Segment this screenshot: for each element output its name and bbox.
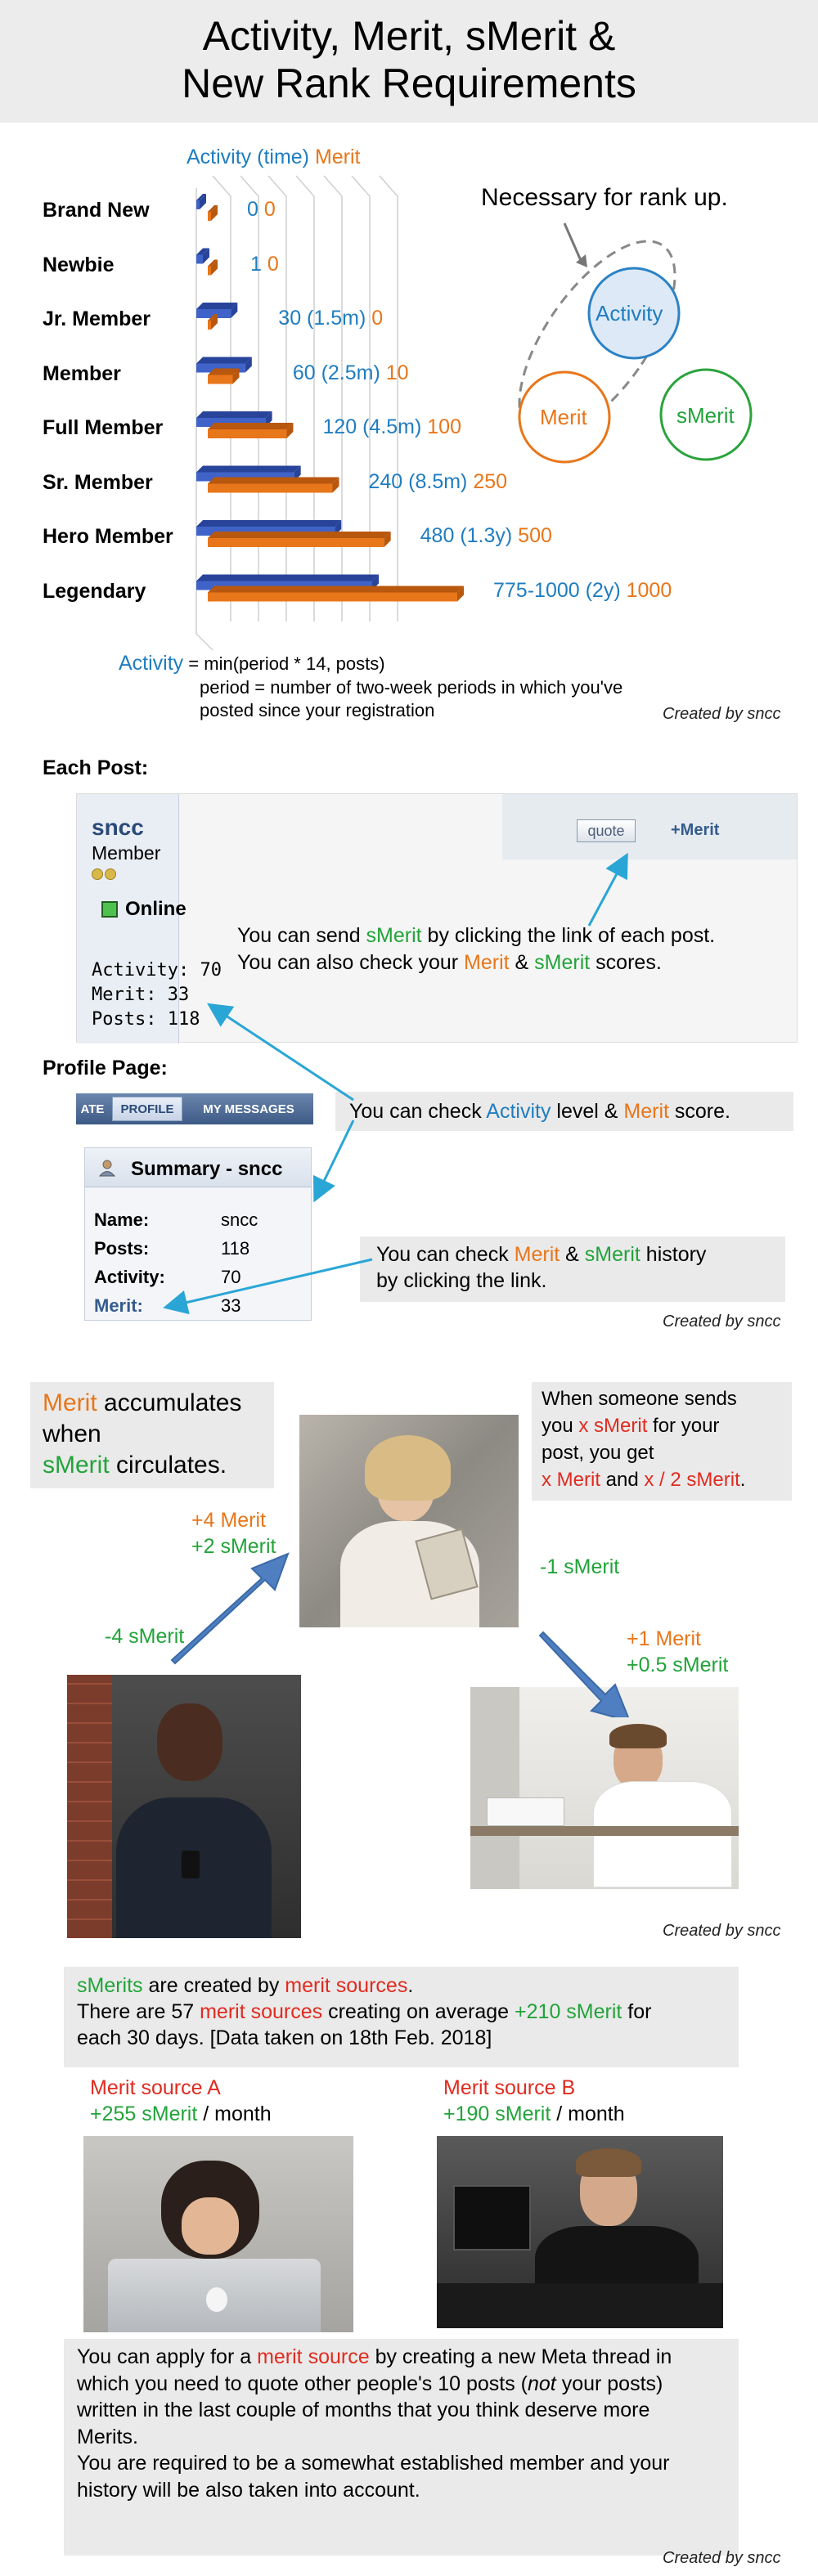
online-status-label: Online: [125, 898, 187, 920]
activity-value-label: 775-1000 (2y): [493, 578, 627, 602]
summary-key-posts: Posts:: [94, 1238, 150, 1259]
arrow-to-merit-link: [589, 857, 626, 926]
activity-value-label: 60 (2.5m): [292, 361, 386, 384]
formula-line2: period = number of two-week periods in which you've: [200, 677, 623, 698]
photo-man-thinking: [437, 2136, 723, 2328]
man-gain: +1 Merit +0.5 sMerit: [627, 1627, 729, 1676]
arrow-to-merit-history: [168, 1259, 372, 1307]
credit-1: Created by sncc: [663, 705, 781, 723]
legend-activity: Activity (time): [187, 146, 309, 168]
post-stat-posts: Posts: 118: [92, 1009, 200, 1030]
venn-note: Necessary for rank up.: [481, 184, 728, 211]
page-title-line2: New Rank Requirements: [182, 61, 636, 106]
merit-value-label: 100: [427, 415, 461, 438]
summary-key-name: Name:: [94, 1209, 150, 1230]
rank-label: Newbie: [43, 253, 115, 276]
merit-value-label: 500: [518, 524, 552, 547]
merit-value-label: 0: [371, 307, 384, 330]
apply-text: You can apply for a merit source by creating a new Meta thread in which you need to quote other people's 10 posts (not your posts) written in the last couple of months that you think deserve more Merits. You are required to be a somewhat established member and your history will be also taken into account.: [77, 2345, 672, 2502]
left-spend: -4 sMerit: [105, 1625, 185, 1648]
tab-my-messages[interactable]: MY MESSAGES: [203, 1102, 294, 1116]
rank-label: Brand New: [43, 199, 150, 222]
merit-value-label: 1000: [626, 578, 672, 602]
venn-merit-label: Merit: [540, 405, 587, 429]
right-spend: -1 sMerit: [540, 1555, 620, 1578]
credit-3: Created by sncc: [663, 1922, 781, 1940]
profile-note1: You can check Activity level & Merit score.: [349, 1100, 730, 1123]
page-title-line1: Activity, Merit, sMerit &: [202, 13, 616, 59]
rank-label: Jr. Member: [43, 307, 151, 330]
rank-label: Sr. Member: [43, 470, 153, 494]
rank-label: Legendary: [43, 579, 146, 603]
profile-page-heading: Profile Page:: [43, 1057, 168, 1079]
woman-gain: +4 Merit +2 sMerit: [191, 1509, 276, 1558]
activity-value-label: 120 (4.5m): [322, 415, 428, 438]
activity-value-label: 480 (1.3y): [420, 524, 519, 547]
rank-label: Full Member: [43, 416, 164, 439]
circulation-text1: Merit accumulates when sMerit circulates.: [43, 1389, 242, 1479]
formula-line1: = min(period * 14, posts): [183, 653, 385, 674]
quote-button[interactable]: quote: [577, 819, 636, 842]
legend-merit: Merit: [314, 146, 361, 168]
tab-ate[interactable]: ATE: [80, 1102, 105, 1116]
credit-4: Created by sncc: [663, 2549, 781, 2567]
post-rank: Member: [92, 842, 161, 864]
post-username[interactable]: sncc: [92, 815, 144, 840]
activity-value-label: 240 (8.5m): [368, 469, 474, 493]
summary-val-merit: 33: [221, 1295, 241, 1316]
arrow-to-post-stats: [211, 1006, 353, 1100]
profile-note2: You can check Merit & sMerit history by clicking the link.: [376, 1243, 707, 1292]
photo-man-at-desk: [470, 1687, 739, 1889]
summary-val-posts: 118: [221, 1238, 250, 1259]
circulation-text2: When someone sends you x sMerit for your post, you get x Merit and x / 2 sMerit.: [542, 1388, 746, 1491]
post-stat-activity: Activity: 70: [92, 960, 222, 981]
merit-value-label: 0: [263, 198, 276, 221]
activity-value-label: 1: [250, 252, 267, 276]
venn-smerit-label: sMerit: [676, 403, 735, 428]
merit-history-link[interactable]: Merit:: [94, 1295, 143, 1316]
merit-value-label: 0: [267, 252, 279, 276]
venn-activity-label: Activity: [596, 301, 663, 325]
arrow-up-to-woman: [172, 1554, 288, 1663]
add-merit-link[interactable]: +Merit: [671, 821, 720, 839]
summary-title: Summary - sncc: [131, 1158, 283, 1180]
rank-label: Member: [43, 361, 121, 385]
arrow-down-to-man: [540, 1632, 630, 1717]
activity-value-label: 0: [247, 198, 264, 221]
formula-label: Activity: [119, 652, 184, 675]
post-stat-merit: Merit: 33: [92, 985, 190, 1005]
summary-key-activity: Activity:: [94, 1267, 165, 1287]
activity-value-label: 30 (1.5m): [278, 307, 372, 330]
credit-2: Created by sncc: [663, 1313, 781, 1331]
summary-val-name: sncc: [221, 1209, 258, 1230]
photo-woman-laptop: [83, 2136, 353, 2332]
each-post-heading: Each Post:: [43, 756, 149, 779]
merit-value-label: 10: [385, 361, 409, 384]
tab-profile[interactable]: PROFILE: [112, 1097, 182, 1121]
summary-val-activity: 70: [221, 1267, 241, 1287]
source-a-label: Merit source A +255 sMerit / month: [90, 2076, 272, 2125]
rank-label: Hero Member: [43, 525, 173, 548]
merit-value-label: 250: [473, 469, 508, 493]
sources-text: sMerits are created by merit sources. There are 57 merit sources creating on average +210 sMerit for each 30 days. [Data taken on 18th Feb. 2018]: [77, 1974, 652, 2049]
arrow-to-summary: [316, 1120, 353, 1198]
formula-line3: posted since your registration: [200, 700, 435, 720]
source-b-label: Merit source B +190 sMerit / month: [443, 2076, 625, 2125]
each-post-note: You can send sMerit by clicking the link of each post. You can also check your Merit & sMerit scores.: [237, 922, 715, 976]
